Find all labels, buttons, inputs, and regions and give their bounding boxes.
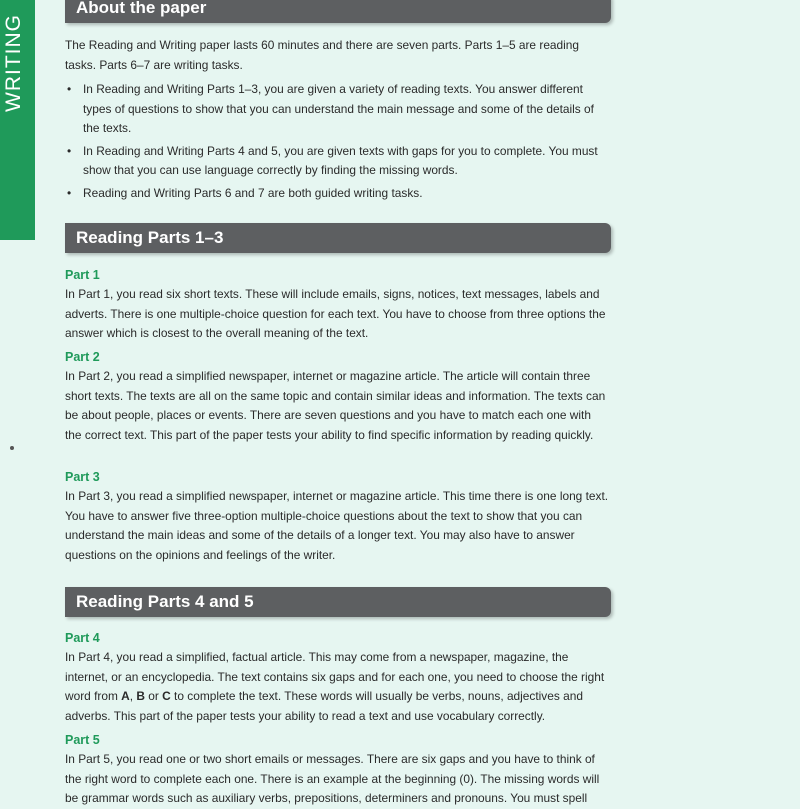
about-intro: The Reading and Writing paper lasts 60 minutes and there are seven parts. Parts 1–5 are reading tasks. Parts 6–7 are writing tasks.: [65, 38, 580, 72]
section-heading-about: About the paper: [65, 0, 611, 23]
part-2-heading: Part 2: [65, 350, 100, 364]
section-heading-reading-1-3: Reading Parts 1–3: [65, 223, 611, 253]
option-c: C: [162, 689, 171, 704]
about-bullet: • In Reading and Writing Parts 1–3, you are given a variety of reading texts. You answer different types of questions to show that you can understand the main message and some of the details of the texts.: [65, 80, 610, 139]
part-5-heading: Part 5: [65, 733, 100, 747]
part-4-body: [65, 648, 610, 726]
part-2-body: In Part 2, you read a simplified newspaper, internet or magazine article. The article will contain three short texts. The texts are all on the same topic and contain similar ideas and information. The texts can be about people, places or events. There are seven questions and you have to match each one with the correct text. This part of the paper tests your ability to find specific information by reading quickly.: [65, 369, 606, 442]
part-3-body: In Part 3, you read a simplified newspaper, internet or magazine article. This time there is one long text. You have to answer five three-option multiple-choice questions about the text to show that you can understand the main ideas and some of the details of a longer text. You may also have to answer questions on the opinions and feelings of the writer.: [65, 489, 609, 562]
part-3-heading: Part 3: [65, 470, 100, 484]
option-b: B: [136, 689, 145, 704]
part-4-body-start: In Part 4, you read a simplified, factual article. This may come from a newspaper, magazine, the internet, or an encyclopedia. The text contains six gaps and for each one, you need to choose the right word from: [65, 650, 605, 704]
side-tab-label: WRITING: [2, 14, 25, 112]
about-bullet: • In Reading and Writing Parts 4 and 5, you are given texts with gaps for you to complete. You must show that you can use language correctly by finding the missing words.: [65, 142, 610, 181]
part-1-heading: Part 1: [65, 268, 100, 282]
option-a: A: [121, 689, 130, 704]
part-4-body-end: to complete the text. These words will usually be verbs, nouns, adjectives and adverbs. This part of the paper tests your ability to read a text and use vocabulary correctly.: [65, 689, 583, 723]
about-bullet-list: [65, 80, 610, 204]
about-bullet: • Reading and Writing Parts 6 and 7 are both guided writing tasks.: [65, 184, 610, 204]
part-4-heading: Part 4: [65, 631, 100, 645]
section-side-tab: [0, 0, 35, 240]
margin-mark: [10, 446, 14, 450]
section-heading-reading-4-5: Reading Parts 4 and 5: [65, 587, 611, 617]
separator: ,: [129, 689, 137, 704]
part-5-body: In Part 5, you read one or two short emails or messages. There are six gaps and you have to think of the right word to complete each one. There is an example at the beginning (0). The missing words will be grammar words such as auxiliary verbs, prepositions, determiners and pronouns. You must spell: [65, 752, 600, 806]
separator: or: [144, 689, 163, 704]
part-1-body: In Part 1, you read six short texts. These will include emails, signs, notices, text messages, labels and adverts. There is one multiple-choice question for each text. You have to choose from three options the answer which is closest to the overall meaning of the text.: [65, 287, 606, 341]
